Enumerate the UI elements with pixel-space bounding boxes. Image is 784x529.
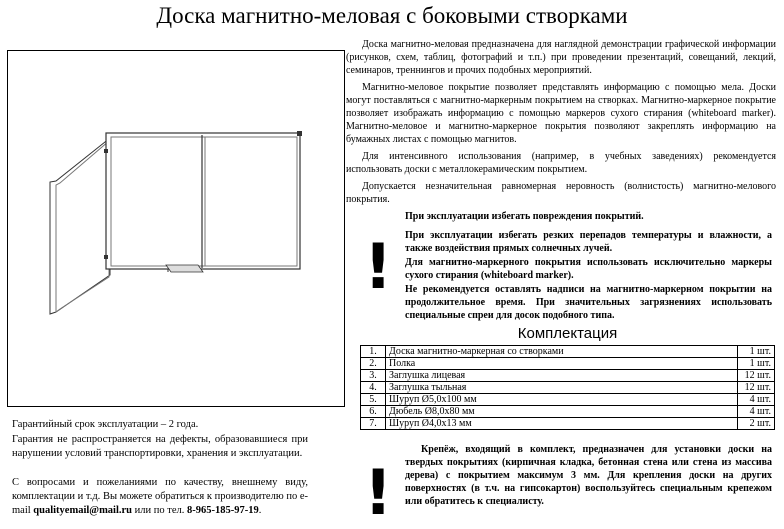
contact-text: С вопросами и пожеланиями по качеству, внешнему виду, комплектации и т.д. Вы можете обратиться к производителю по e-mail xyxy=(12,477,308,516)
table-row xyxy=(361,370,775,382)
guarantee-contact: С вопросами и пожеланиями по качеству, внешнему виду, комплектации и т.д. Вы можете обратиться к производителю по e-mail qualityemail@mail.ru или по тел. 8-965-185-97-19. xyxy=(12,477,308,516)
kit-row-item: Доска магнитно-маркерная со створками xyxy=(386,346,738,358)
kit-row-number: 3. xyxy=(361,370,386,382)
install-exclamation-icon: ! xyxy=(364,456,393,529)
kit-row-qty: 2 шт. xyxy=(738,418,775,430)
kit-row-qty: 4 шт. xyxy=(738,394,775,406)
kit-row-qty: 12 шт. xyxy=(738,382,775,394)
kit-row-number: 1. xyxy=(361,346,386,358)
whiteboard-illustration xyxy=(8,51,344,406)
kit-row-item: Заглушка тыльная xyxy=(386,382,738,394)
contact-email[interactable]: qualityemail@mail.ru xyxy=(33,505,133,516)
kit-row-number: 7. xyxy=(361,418,386,430)
warning-markers: Для магнитно-маркерного покрытия использовать исключительно маркеры сухого стирания (whiteboard marker). xyxy=(405,257,772,281)
kit-row-item: Полка xyxy=(386,358,738,370)
install-note: Крепёж, входящий в комплект, предназначен для установки доски на твердых покрытиях (кирпичная кладка, бетонная стена или стена из массива дерева) с покрытием максимум 3 мм. Для крепления доски на других поверхностях (в т.ч. на гипсокартон) воспользуйтесь специальным крепежом или обратитесь к специалисту. xyxy=(405,444,772,507)
page-title: Доска магнитно-меловая с боковыми створками xyxy=(156,3,628,28)
kit-row-number: 4. xyxy=(361,382,386,394)
description-flatness: Допускается незначительная равномерная неровность (волнистость) магнитно-мелового покрытия. xyxy=(346,181,776,205)
table-row xyxy=(361,346,775,358)
kit-row-qty: 1 шт. xyxy=(738,358,775,370)
phone-text: или по тел. xyxy=(134,505,185,516)
description-intro: Доска магнитно-меловая предназначена для наглядной демонстрации графической информации (рисунков, схем, таблиц, фотографий и т.п.) при проведении презентаций, совещаний, лекций, семинаров, треннингов и прочих подобных мероприятий. xyxy=(346,39,776,76)
table-row xyxy=(361,358,775,370)
kit-row-qty: 1 шт. xyxy=(738,346,775,358)
kit-table xyxy=(360,345,775,430)
description-coatings: Магнитно-меловое покрытие позволяет представлять информацию с помощью мела. Доски могут поставляться с магнитно-маркерным покрытием на створках. Магнитно-маркерное покрытие позволяет изображать информацию с помощью маркеров сухого стирания (whiteboard marker). Магнитно-меловое и магнитно-маркерное покрытия позволяют закреплять информацию на бумажных листах с помощью магнитов. xyxy=(346,82,776,145)
kit-row-item: Заглушка лицевая xyxy=(386,370,738,382)
kit-row-item: Дюбель Ø8,0х80 мм xyxy=(386,406,738,418)
kit-row-item: Шуруп Ø4,0х13 мм xyxy=(386,418,738,430)
table-row xyxy=(361,418,775,430)
table-row xyxy=(361,394,775,406)
product-image xyxy=(7,50,345,407)
guarantee-period: Гарантийный срок эксплуатации – 2 года. xyxy=(12,419,199,430)
table-row xyxy=(361,406,775,418)
kit-row-number: 2. xyxy=(361,358,386,370)
warning-temperature: При эксплуатации избегать резких перепадов температуры и влажности, а также воздействия прямых солнечных лучей. xyxy=(405,230,772,254)
warning-headline: При эксплуатации избегать повреждения покрытий. xyxy=(405,211,644,222)
kit-row-qty: 4 шт. xyxy=(738,406,775,418)
warning-exclamation-icon: ! xyxy=(364,230,393,303)
guarantee-exclusions: Гарантия не распространяется на дефекты, образовавшиеся при нарушении условий транспортировки, хранения и эксплуатации. xyxy=(12,434,308,459)
warning-cleaning: Не рекомендуется оставлять надписи на магнитно-маркерном покрытии на продолжительное время. При значительных загрязнениях использовать специальные спреи для досок подобного типа. xyxy=(405,284,772,321)
description-intensive-use: Для интенсивного использования (например, в учебных заведениях) рекомендуется использовать доски с металлокерамическим покрытием. xyxy=(346,151,776,175)
kit-row-qty: 12 шт. xyxy=(738,370,775,382)
kit-row-number: 5. xyxy=(361,394,386,406)
table-row xyxy=(361,382,775,394)
kit-title: Комплектация xyxy=(517,325,618,342)
contact-phone[interactable]: 8-965-185-97-19 xyxy=(187,505,259,516)
kit-row-item: Шуруп Ø5,0х100 мм xyxy=(386,394,738,406)
kit-row-number: 6. xyxy=(361,406,386,418)
